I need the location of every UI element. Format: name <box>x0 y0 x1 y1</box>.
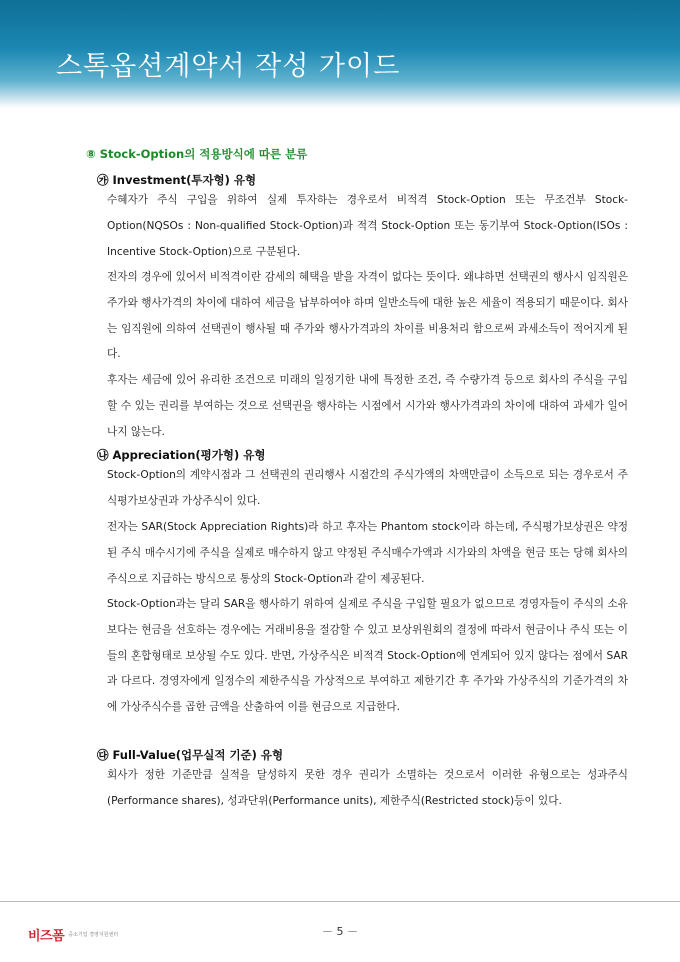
page-header <box>0 0 680 108</box>
page-number: － 5 － <box>322 925 358 938</box>
paragraph: 전자는 SAR(Stock Appreciation Rights)라 하고 후자는 Phantom stock이라 하는데, 주식평가보상권은 약정된 주식 매수시기에 주식을 실제로 매수하지 않고 약정된 주식매수가액과 시가와의 차액을 현금 또는 당해 회사의 주식으로 지급하는 방식으로 통상의 Stock-Option과 같이 제공된다. <box>107 521 628 585</box>
logo-mark: 비즈폼 <box>28 929 65 944</box>
document-title: 스톡옵션계약서 작성 가이드 <box>56 51 401 82</box>
section-title: ⑧ Stock-Option의 적용방식에 따른 분류 <box>86 147 308 161</box>
subsection-title-full-value: ㉰ Full-Value(업무실적 기준) 유형 <box>97 748 284 762</box>
subsection-title-appreciation: ㉯ Appreciation(평가형) 유형 <box>97 448 266 462</box>
paragraph: 후자는 세금에 있어 유리한 조건으로 미래의 일정기한 내에 특정한 조건, 즉 수량가격 등으로 회사의 주식을 구입할 수 있는 권리를 부여하는 것으로 선택권을 행사하는 시점에서 시가와 행사가격과의 차이에 대하여 과세가 일어나지 않는다. <box>107 374 628 438</box>
paragraph: Stock-Option과는 달리 SAR을 행사하기 위하여 실제로 주식을 구입할 필요가 없으므로 경영자들이 주식의 소유보다는 현금을 선호하는 경우에는 거래비용을 절감할 수 있고 보상위원회의 결정에 따라서 현금이나 주식 또는 이들의 혼합형태로 보상될 수도 있다. 반면, 가상주식은 비적격 Stock-Option에 연계되어 있지 않다는 점에서 SAR과 다르다. 경영자에게 일정수의 제한주식을 가상적으로 부여하고 제한기간 후 주가와 가상주식의 기준가격의 차에 가상주식수를 곱한 금액을 산출하여 이를 현금으로 지급한다. <box>107 598 628 714</box>
company-logo <box>28 925 118 944</box>
paragraph: 수혜자가 주식 구입을 위하여 실제 투자하는 경우로서 비적격 Stock-Option 또는 무조건부 Stock-Option(NQSOs : Non-qualified Stock-Option)과 적격 Stock-Option 또는 동기부여 Stock-Option(ISOs : Incentive Stock-Option)으로 구분된다. <box>107 194 628 258</box>
paragraph: 전자의 경우에 있어서 비적격이란 감세의 혜택을 받을 자격이 없다는 뜻이다. 왜냐하면 선택권의 행사시 임직원은 주가와 행사가격의 차이에 대하여 세금을 납부하여야 하며 일반소득에 대한 높은 세율이 적용되기 때문이다. 회사는 임직원에 의하여 선택권이 행사될 때 주가와 행사가격과의 차이를 비용처리 함으로써 과세소득이 적어지게 된다. <box>107 271 628 361</box>
footer-divider <box>0 901 680 902</box>
paragraph: Stock-Option의 계약시점과 그 선택권의 권리행사 시점간의 주식가액의 차액만큼이 소득으로 되는 경우로서 주식평가보상권과 가상주식이 있다. <box>107 469 628 507</box>
subsection-title-investment: ㉮ Investment(투자형) 유형 <box>97 173 257 187</box>
paragraph: 회사가 정한 기준만큼 실적을 달성하지 못한 경우 권리가 소멸하는 것으로서 이러한 유형으로는 성과주식(Performance shares), 성과단위(Performance units), 제한주식(Restricted stock)등이 있다. <box>107 769 628 807</box>
logo-tagline: 중소기업 경영지원센터 <box>68 931 119 938</box>
